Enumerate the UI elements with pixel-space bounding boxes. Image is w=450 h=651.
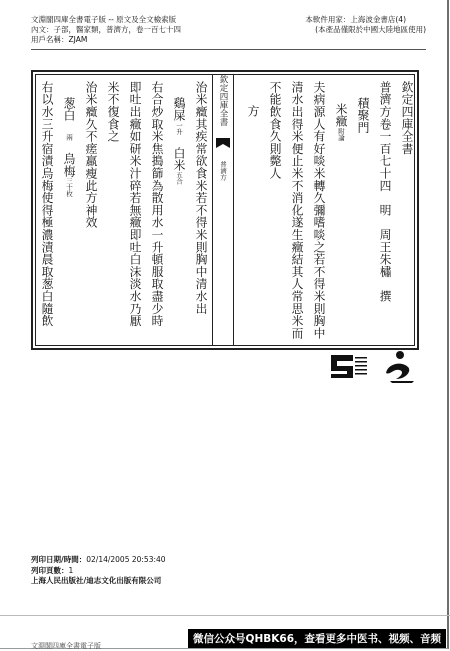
text-column-15-text: 葱白: [62, 97, 76, 122]
text-column-11: 右合炒取米焦搗篩為散用水一升頓服取盡少時: [150, 81, 164, 327]
text-column-10-text: 鷄屎: [172, 97, 186, 122]
annotation-liang: 兩: [65, 133, 73, 141]
print-time-value: 02/14/2005 20:53:40: [86, 555, 166, 564]
fold-book-name: 普濟方: [219, 161, 227, 181]
annotation-fulun: 附論: [337, 127, 345, 141]
text-column-5: 夫病源人有好啖米轉久彌嗜啖之若不得米則胸中: [312, 81, 326, 340]
header-rule: [31, 49, 426, 50]
text-column-16: 右以水三升宿漬烏梅使得極濃漬晨取葱白隨飲: [40, 81, 54, 327]
text-column-15: [58, 97, 80, 197]
annotation-thirty-mei: 三十枚: [65, 177, 73, 197]
brand-swirl-logo-icon: [382, 349, 418, 385]
header-username: 用戶名稱：ZJAM: [31, 35, 88, 44]
text-column-6: 清水出得米便止米不消化遂生癥結其人常思米而: [290, 81, 304, 340]
text-column-7: 不能飲食久則斃人: [268, 81, 282, 180]
print-time-row: [31, 555, 166, 566]
text-column-4-text: 米癥: [334, 103, 348, 128]
fold-center-column: [212, 75, 234, 345]
text-column-3: [352, 97, 374, 134]
text-column-12: 即吐出癥如研米汁碎若無癥即吐白沫淡水乃厭: [128, 81, 142, 327]
page-inner-border: [35, 74, 415, 346]
publisher-name: 上海人民出版社/迪志文化出版有限公司: [31, 576, 162, 585]
text-column-3-text: 積聚門: [356, 97, 370, 134]
annotation-one-sheng: 一升: [175, 121, 183, 135]
publisher-logo-icon: [329, 353, 369, 379]
text-column-10: 鷄屎一升 白米五合: [172, 97, 186, 185]
footer: [31, 555, 166, 587]
text-column-14: 治米癥久不瘥羸瘦此方神效: [84, 81, 98, 229]
header-content-path: 內文：子部，醫家類，普濟方，卷一百七十四: [31, 25, 181, 34]
print-pages-row: [31, 566, 166, 577]
print-time-label: 列印日期/時間：: [31, 555, 87, 564]
text-column-9: 治米癥其疾常欲食米若不得米則胸中清水出: [194, 81, 208, 315]
annotation-five-ge: 五合: [175, 171, 183, 185]
text-column-13: 米不復食之: [106, 81, 120, 143]
fold-title: 欽定四庫全書: [218, 75, 228, 126]
wechat-watermark-banner: 微信公众号QHBK66，查看更多中医书、视频、音频: [188, 629, 446, 648]
text-column-8: 方: [246, 105, 260, 118]
print-pages-label: 列印頁數：: [31, 565, 69, 575]
page-break-rule: [0, 615, 450, 616]
header-edition: 文淵閣四庫全書電子版 -- 原文及全文檢索版: [31, 15, 177, 24]
text-column-2: 普濟方卷一百七十四 明 周王朱橚 撰: [378, 81, 392, 303]
header-region-note: (本產品僅限於中國大陸地區使用): [315, 25, 426, 34]
scanned-book-page: [31, 70, 419, 350]
header-right: [305, 15, 426, 35]
next-page-header-fragment: 文淵閣四庫全書電子版: [31, 642, 101, 650]
header-licensee: 本軟件用家：上海波金書店(4): [305, 15, 406, 24]
text-column-4: [330, 103, 352, 141]
print-pages-value: 1: [68, 565, 74, 575]
fishtail-mark: [216, 138, 230, 148]
header-left: [31, 15, 181, 45]
ingredient-wumei: 烏梅: [62, 152, 76, 178]
text-column-1: 欽定四庫全書: [400, 81, 414, 155]
